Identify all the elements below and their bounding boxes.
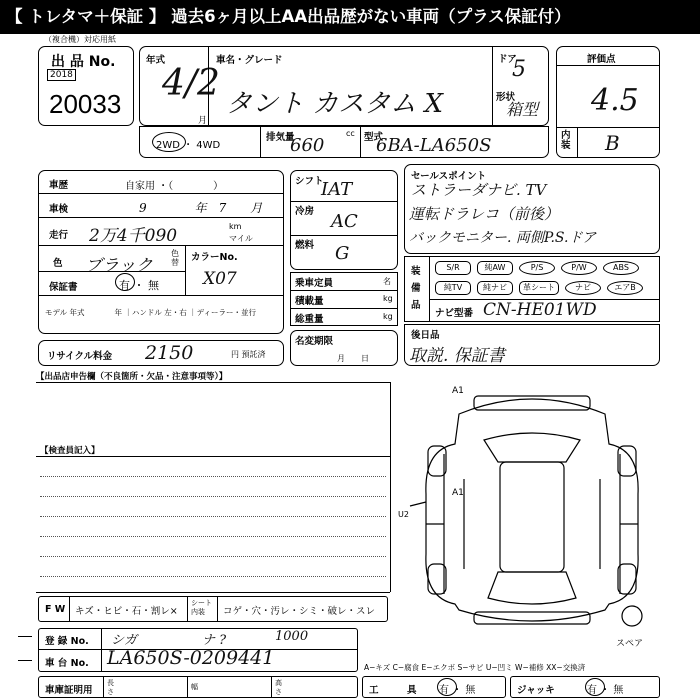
- mark-a1-mid: A1: [452, 488, 464, 498]
- lot-box: [38, 46, 134, 126]
- history-value: 自家用 ・（ ）: [125, 181, 224, 192]
- equip-pw: P/W: [561, 261, 597, 275]
- tools-box: [362, 676, 506, 698]
- equip-sr: S/R: [435, 261, 471, 275]
- shape-value: 箱型: [506, 100, 539, 119]
- weight-unit: kg: [383, 312, 393, 321]
- spec-row-box: [139, 126, 549, 158]
- name-change-box: [290, 330, 398, 366]
- seat-options: コゲ・穴・汚レ・シミ・破レ・スレ: [223, 606, 376, 617]
- navi-value: CN-HE01WD: [483, 300, 597, 320]
- banner-text: 【 トレタマ＋保証 】 過去6ヶ月以上AA出品歴がない車両（プラス保証付）: [6, 7, 571, 26]
- postfit-box: [404, 324, 660, 366]
- reg-value: シガ ナ ?: [111, 633, 227, 648]
- displacement-unit: cc: [346, 129, 355, 138]
- capacity-unit: 名: [383, 277, 391, 286]
- sales-line-3: バックモニター. 両側P.S.ドア: [409, 230, 597, 246]
- equip-label: 装備品: [411, 266, 421, 311]
- fw-row: [38, 596, 388, 622]
- chassis-label: 車 台 No.: [45, 658, 89, 669]
- aircon-value: AC: [331, 211, 358, 232]
- fw-label: F W: [45, 604, 66, 615]
- fw-options: キズ・ヒビ・石・割レ×: [75, 606, 178, 617]
- lot-label: 出 品 No.: [51, 54, 116, 70]
- equip-aw: 純AW: [477, 261, 513, 275]
- inspector-title: 【検査員記入】: [40, 446, 100, 456]
- mid-spec-box: [290, 170, 398, 270]
- equip-abs: ABS: [603, 261, 639, 275]
- vehicle-title-box: [139, 46, 549, 126]
- weight-label: 総重量: [295, 314, 324, 325]
- aircon-label: 冷房: [295, 206, 315, 217]
- colorcode-value: X07: [203, 269, 237, 289]
- year-value: 4/2: [162, 63, 220, 104]
- inspection-value: 9 年 7 月: [139, 201, 263, 215]
- cert-height: 高さ: [275, 679, 282, 696]
- recycle-value: 2150: [145, 342, 194, 364]
- shape-label: 形状: [496, 92, 516, 103]
- name-change-label: 名変期限: [295, 336, 334, 347]
- equip-tv: 純TV: [435, 281, 471, 295]
- mileage-value: 2万4千090: [89, 226, 178, 246]
- lot-number: 20033: [49, 89, 122, 119]
- displacement-value: 660: [290, 135, 325, 156]
- chassis-value: LA650S-0209441: [107, 647, 275, 669]
- navi-label: ナビ型番: [435, 308, 474, 319]
- colorcode-label: カラーNo.: [191, 252, 238, 263]
- sales-line-2: 運転ドラレコ（前後）: [409, 205, 560, 223]
- tools-value: 有 ・ 無: [439, 685, 476, 696]
- name-change-value: 月 日: [337, 354, 369, 363]
- sub-header: （複合機）対応用紙: [44, 35, 116, 44]
- lot-year: 2018: [47, 69, 76, 81]
- mileage-unit: km: [229, 222, 242, 231]
- mark-u2: U2: [398, 510, 409, 519]
- postfit-value: 取説. 保証書: [409, 346, 505, 366]
- model-label: 車名・グレード: [216, 55, 283, 66]
- fuel-value: G: [335, 243, 350, 264]
- model-type-row: モデル 年式 年 ｜ハンドル 左・右 ｜ディーラー・並行: [45, 308, 257, 317]
- spare-label: スペア: [616, 639, 644, 649]
- equip-navi: 純ナビ: [477, 281, 513, 295]
- warranty-value: 有 ・ 無: [119, 279, 159, 292]
- postfit-label: 後日品: [411, 330, 440, 341]
- equip-ps: P/S: [519, 261, 555, 275]
- legend: A−キズ C−腐食 E−エクボ S−サビ U−凹ミ W−補修 XX−交換済: [364, 663, 586, 672]
- inspection-label: 車検: [49, 204, 69, 215]
- declare-title: 【出品店申告欄（不良箇所・欠品・注意事項等）】: [36, 372, 228, 382]
- sales-box: [404, 164, 660, 254]
- color-value: ブラック: [85, 256, 153, 276]
- cert-box: [38, 676, 358, 698]
- capacity-label: 乗車定員: [295, 278, 334, 289]
- equip-navi2: ナビ: [565, 281, 601, 295]
- jack-value: 有 ・ 無: [587, 685, 624, 696]
- mark-a1-top: A1: [452, 386, 464, 396]
- displacement-label: 排気量: [266, 132, 295, 143]
- reg-label: 登 録 No.: [45, 636, 89, 647]
- score-box: [556, 46, 660, 158]
- cert-width: 幅: [191, 683, 198, 691]
- drive-options: 2WD ・ 4WD: [156, 140, 221, 151]
- model-value: タント カスタム X: [226, 89, 444, 119]
- shift-label: シフト: [295, 176, 324, 187]
- seat-label: シート 内装: [191, 599, 212, 616]
- cert-label: 車庫証明用: [45, 685, 93, 696]
- jack-box: [510, 676, 660, 698]
- interior-value: B: [605, 131, 620, 155]
- door-label: ドア: [498, 54, 517, 65]
- year-suffix: 月: [198, 116, 208, 126]
- load-label: 積載量: [295, 296, 324, 307]
- fuel-label: 燃料: [295, 240, 315, 251]
- jack-label: ジャッキ: [517, 685, 555, 696]
- color-change: 色替: [171, 249, 179, 267]
- capacity-box: [290, 272, 398, 326]
- history-label: 車歴: [49, 180, 69, 191]
- header-banner: [0, 0, 700, 34]
- reg-box: [38, 628, 358, 672]
- type-label: 型式: [364, 132, 384, 143]
- score-label: 評価点: [587, 54, 616, 65]
- score-value: 4.5: [591, 83, 639, 118]
- sales-line-1: ストラーダナビ. TV: [411, 181, 547, 199]
- mileage-alt: マイル: [229, 234, 253, 243]
- equip-airbag: エアB: [607, 281, 643, 295]
- equip-leather: 革シート: [519, 281, 559, 295]
- sales-label: セールスポイント: [411, 171, 487, 182]
- recycle-label: リサイクル料金: [47, 351, 113, 362]
- recycle-box: [38, 340, 284, 366]
- cert-length: 長さ: [107, 679, 114, 696]
- detail-box: [38, 170, 284, 334]
- tools-label: 工 具: [369, 685, 417, 696]
- recycle-unit: 円 預託済: [231, 350, 266, 359]
- reg-value2: 1000: [275, 629, 309, 644]
- load-unit: kg: [383, 294, 393, 303]
- mileage-label: 走行: [49, 230, 69, 241]
- door-value: 5: [512, 57, 526, 82]
- shift-value: IAT: [321, 179, 353, 200]
- color-label: 色: [53, 258, 63, 269]
- year-label: 年式: [146, 55, 166, 66]
- equip-box: [404, 256, 660, 322]
- interior-label: 内装: [561, 130, 571, 151]
- car-damage-diagram: [404, 384, 660, 630]
- warranty-label: 保証書: [49, 282, 78, 293]
- type-value: 6BA-LA650S: [376, 135, 492, 156]
